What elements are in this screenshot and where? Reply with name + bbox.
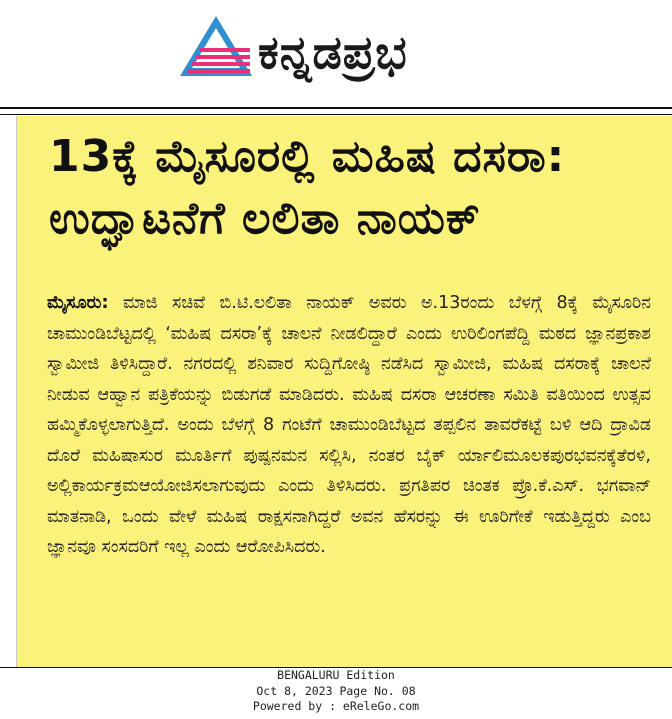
footer-powered-by: Powered by : eReleGo.com: [252, 699, 420, 713]
kannadaprabha-logo-icon: [178, 14, 254, 78]
article-body: [47, 288, 651, 563]
headline-line-1: 13ಕ್ಕೆ ಮೈಸೂರಲ್ಲಿ ಮಹಿಷ ದಸರಾ:: [49, 131, 566, 182]
masthead: [0, 0, 672, 108]
page-footer: [0, 668, 672, 715]
article-dateline: ಮೈಸೂರು:: [47, 293, 109, 313]
article-clipping: [16, 116, 672, 668]
article-body-text: ಮಾಜಿ ಸಚಿವೆ ಬಿ.ಟಿ.ಲಲಿತಾ ನಾಯಕ್ ಅವರು ಅ.13ರಂದು ಬೆಳಗ್ಗೆ 8ಕ್ಕೆ ಮೈಸೂರಿನ ಚಾಮುಂಡಿಬೆಟ್ಟದಲ್ಲಿ ‘ಮಹಿಷ ದಸರಾ’ಕ್ಕೆ ಚಾಲನೆ ನೀಡಲಿದ್ದಾರೆ ಎಂದು ಉರಿಲಿಂಗಪೆದ್ದಿ ಮಠದ ಜ್ಞಾನಪ್ರಕಾಶ ಸ್ವಾಮೀಜಿ ತಿಳಿಸಿದ್ದಾರೆ. ನಗರದಲ್ಲಿ ಶನಿವಾರ ಸುದ್ದಿಗೋಷ್ಠಿ ನಡೆಸಿದ ಸ್ವಾಮೀಜಿ, ಮಹಿಷ ದಸರಾಕ್ಕೆ ಚಾಲನೆ ನೀಡುವ ಆಹ್ವಾನ ಪತ್ರಿಕೆಯನ್ನು ಬಿಡುಗಡೆ ಮಾಡಿದರು. ಮಹಿಷ ದಸರಾ ಆಚರಣಾ ಸಮಿತಿ ವತಿಯಿಂದ ಉತ್ಸವ ಹಮ್ಮಿಕೊಳ್ಳಲಾಗುತ್ತಿದೆ. ಅಂದು ಬೆಳಗ್ಗೆ 8 ಗಂಟೆಗೆ ಚಾಮುಂಡಿಬೆಟ್ಟದ ತಪ್ಪಲಿನ ತಾವರೆಕಟ್ಟೆ ಬಳಿ ಆದಿ ದ್ರಾವಿಡ ದೊರೆ ಮಹಿಷಾಸುರ ಮೂರ್ತಿಗೆ ಪುಷ್ಪನಮನ ಸಲ್ಲಿಸಿ, ನಂತರ ಬೈಕ್ ರ್ಯಾಲಿಮೂಲಕಪುರಭವನಕ್ಕೆತೆರಳಿ, ಅಲ್ಲಿಕಾರ್ಯಕ್ರಮಆಯೋಜಿಸಲಾಗುವುದು ಎಂದು ತಿಳಿಸಿದರು. ಪ್ರಗತಿಪರ ಚಿಂತಕ ಪ್ರೊ.ಕೆ.ಎಸ್. ಭಗವಾನ್ ಮಾತನಾಡಿ, ಒಂದು ವೇಳೆ ಮಹಿಷ ರಾಕ್ಷಸನಾಗಿದ್ದರೆ ಅವನ ಹೆಸರನ್ನು ಈ ಊರಿಗೇಕೆ ಇಡುತ್ತಿದ್ದರು ಎಂಬ ಜ್ಞಾನವೂ ಸಂಸದರಿಗೆ ಇಲ್ಲ ಎಂದು ಆರೋಪಿಸಿದರು.: [47, 293, 651, 557]
masthead-divider: [0, 107, 672, 109]
footer-edition: BENGALURU Edition: [277, 668, 395, 682]
article-headline: [49, 126, 649, 250]
masthead-divider-thin: [0, 114, 672, 115]
headline-line-2: ಉದ್ಘಾಟನೆಗೆ ಲಲಿತಾ ನಾಯಕ್: [49, 193, 481, 244]
masthead-logo-text: ಕನ್ನಡಪ್ರಭ: [258, 25, 408, 79]
footer-date-page: Oct 8, 2023 Page No. 08: [256, 683, 416, 698]
